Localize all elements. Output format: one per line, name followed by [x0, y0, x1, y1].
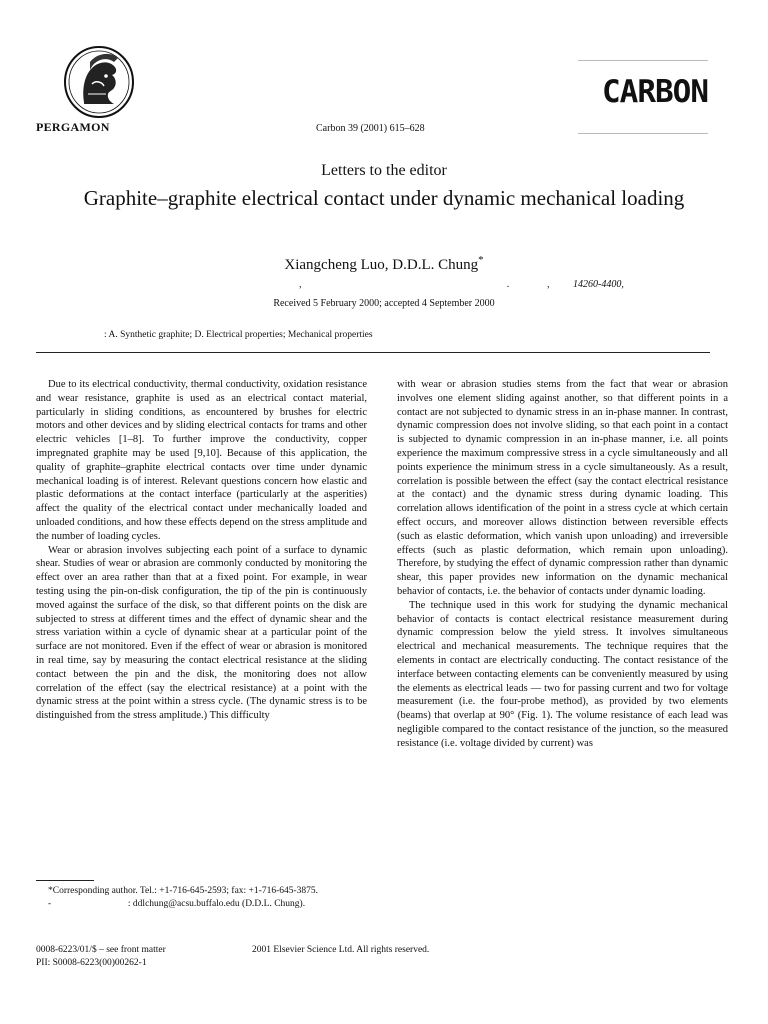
pii-identifier: PII: S0008-6223(00)00262-1 [36, 958, 147, 968]
affiliation-zip: 14260-4400, [573, 279, 624, 290]
body-paragraph: Due to its electrical conductivity, thermal conductivity, oxidation resistance and wear resistance, graphite is used as an electrical contact material, particularly in sliding conditions, as encountered by brushes for electric motors and other devices and by sliding electrical contacts for trams and other electric vehicles [1–8]. To further improve the conductivity, copper impregnated graphite may be used [9,10]. Because of this application, the quality of graphite–graphite electrical contacts over time under dynamic mechanical loading is of interest. Relevant questions concern how elastic and plastic deformations at the contact interface (particularly at the asperities) affect the quality of the electrical contact under mechanically loaded and unloaded conditions, and how these effects depend on the stress amplitude and the number of loading cycles. [36, 379, 367, 542]
keywords: : A. Synthetic graphite; D. Electrical properties; Mechanical properties [104, 330, 373, 340]
affiliation-fragment: . [507, 279, 510, 290]
publisher-name: PERGAMON [36, 120, 110, 134]
corresponding-author-mark: * [478, 254, 484, 266]
received-dates: Received 5 February 2000; accepted 4 September 2000 [273, 298, 495, 309]
footnote-divider [36, 880, 94, 881]
email-prefix: - [48, 899, 52, 909]
author-list [0, 254, 768, 274]
corresponding-author-note: *Corresponding author. Tel.: +1-716-645-2593; fax: +1-716-645-3875. [48, 886, 319, 896]
copyright-notice: 2001 Elsevier Science Ltd. All rights reserved. [252, 945, 430, 955]
left-column [36, 378, 367, 723]
author-names: Xiangcheng Luo, D.D.L. Chung [284, 257, 479, 273]
email-address: : ddlchung@acsu.buffalo.edu (D.D.L. Chung). [127, 899, 306, 909]
affiliation-fragment: , [547, 279, 550, 290]
section-heading: Letters to the editor [321, 162, 447, 179]
front-matter-note: 0008-6223/01/$ – see front matter [36, 945, 166, 955]
affiliation-fragment: , [299, 279, 302, 290]
publisher-logo-icon [62, 44, 136, 120]
body-paragraph: Wear or abrasion involves subjecting each point of a surface to dynamic shear. Studies of wear or abrasion are commonly conducted by monitoring the effect over an area rather than that at a fixed point. For example, in wear testing using the pin-on-disk configuration, the tip of the pin is continuously moved against the surface of the disk, so that different points on the disk are subjected to stress at different times and the effect of dynamic shear and the stress variation within a cycle of dynamic shear at a particular point of the surface are not monitored. Even if the effect of wear or abrasion is monitored in real time, say by measuring the contact electrical resistance at the sliding contact between the pin and the disk, the monitoring does not allow correlation of the effect (say the electrical resistance) at a point with the dynamic stress at the point within a stress cycle. (The dynamic stress is to be distinguished from the stress amplitude.) This difficulty [36, 544, 367, 722]
header-divider [36, 352, 710, 353]
footnote [36, 885, 367, 911]
right-column [397, 378, 728, 751]
article-title: Graphite–graphite electrical contact under dynamic mechanical loading [83, 186, 685, 210]
journal-title: CARBON [602, 74, 708, 110]
journal-citation: Carbon 39 (2001) 615–628 [316, 123, 425, 134]
affiliation-line [0, 276, 768, 292]
body-paragraph: The technique used in this work for studying the dynamic mechanical behavior of contacts is contact electrical resistance measurement during dynamic compression below the yield stress. It involves simultaneous electrical and mechanical measurements. The technique requires that the elements in contact are electrically conducting. The contact resistance of the interface between contacting elements can be conveniently measured by using the elements as electrical leads — two for passing current and two for voltage measurement (i.e. the four-probe method), as provided by two elements (beams) that overlap at 90° (Fig. 1). The volume resistance of each lead was negligible compared to the contact resistance of the junction, so the measured resistance (i.e. voltage divided by current) was [397, 599, 728, 749]
body-paragraph: with wear or abrasion studies stems from the fact that wear or abrasion involves one element sliding against another, so that different points in a contact are not subjected to dynamic stress in an in-phase manner. In contrast, dynamic compression does not involve sliding, so that each point in a contact is subjected to dynamic compression in an in-phase manner, i.e. all points experience the maximum compressive stress in a cycle simultaneously and all points experience the minimum stress in a cycle simultaneously. As a result, correlation is possible between the effect (say the contact electrical resistance at the contact) and the dynamic stress during dynamic loading. This correlation allows identification of the point in a stress cycle at which certain effect occurs, and moreover allows distinction between reversible effects (such as elastic deformation, which vanish upon unloading) and irreversible effects (such as plastic deformation, which remain upon unloading). Therefore, by studying the effect of dynamic compression rather than dynamic shear, this paper provides new information on the dynamic mechanical behavior of contacts, i.e. the behavior of contacts under dynamic loading. [397, 379, 728, 597]
